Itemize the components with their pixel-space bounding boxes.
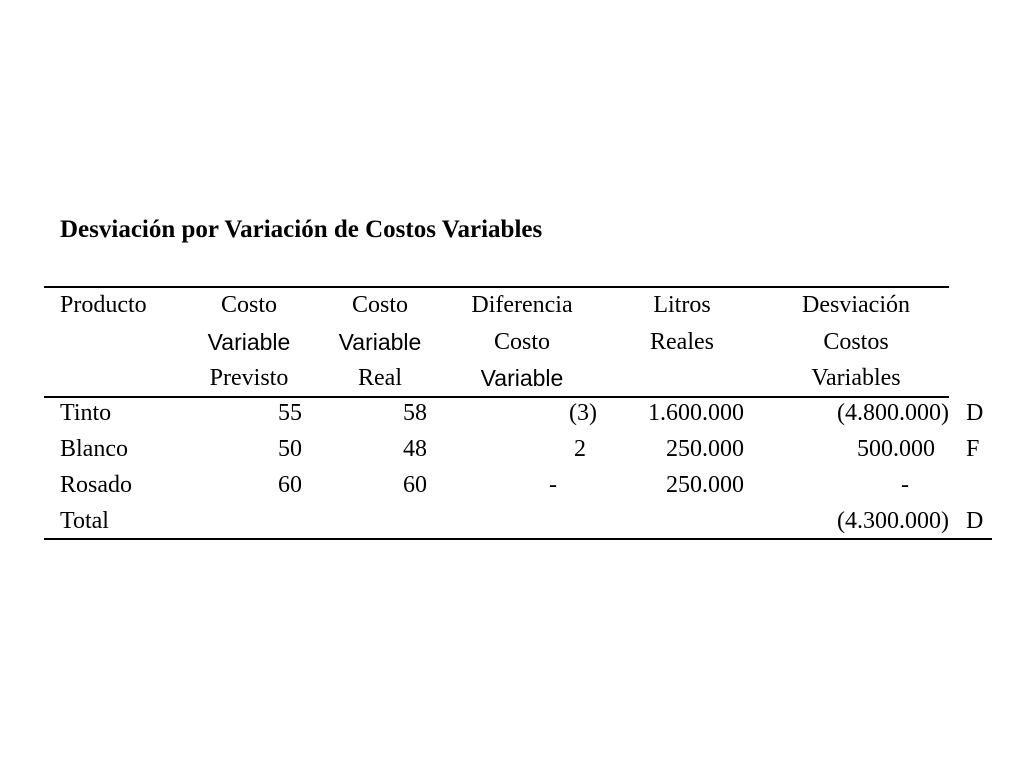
- cell-desviacion: (4.300.000): [837, 508, 949, 534]
- header-litros-line1: Litros: [653, 292, 711, 318]
- header-litros-line2: Reales: [650, 329, 714, 355]
- table-title: Desviación por Variación de Costos Variables: [60, 216, 543, 243]
- cell-diferencia: -: [549, 472, 557, 498]
- header-desviacion-line2: Costos: [823, 329, 889, 355]
- cell-desviacion: -: [901, 472, 909, 498]
- cell-previsto: 50: [278, 436, 302, 462]
- cell-desviacion: 500.000: [857, 436, 935, 462]
- header-desviacion-line1: Desviación: [802, 292, 910, 318]
- cell-diferencia: 2: [574, 436, 586, 462]
- cell-real: 60: [403, 472, 427, 498]
- header-previsto-line2: Variable: [207, 329, 291, 355]
- header-diferencia-line3: Variable: [480, 365, 564, 391]
- header-previsto-line3: Previsto: [209, 365, 289, 391]
- cell-producto: Tinto: [60, 400, 112, 426]
- cell-diferencia: (3): [569, 400, 597, 426]
- cell-desviacion: (4.800.000): [837, 400, 949, 426]
- cell-litros: 250.000: [666, 436, 744, 462]
- cell-producto: Total: [60, 508, 109, 534]
- header-desviacion-line3: Variables: [811, 365, 901, 391]
- cell-producto: Rosado: [60, 472, 132, 498]
- header-previsto-line1: Costo: [220, 292, 277, 318]
- cell-real: 58: [403, 400, 427, 426]
- header-diferencia-line1: Diferencia: [471, 292, 573, 318]
- cell-flag: F: [966, 436, 980, 462]
- header-real-line2: Variable: [338, 329, 422, 355]
- cell-litros: 250.000: [666, 472, 744, 498]
- header-real-line3: Real: [358, 365, 402, 391]
- cell-producto: Blanco: [60, 436, 128, 462]
- cell-litros: 1.600.000: [648, 400, 744, 426]
- cell-previsto: 60: [278, 472, 302, 498]
- table-bottom-rule: [44, 538, 992, 540]
- header-real-line1: Costo: [351, 292, 408, 318]
- header-diferencia-line2: Costo: [493, 329, 550, 355]
- header-producto: Producto: [60, 292, 147, 318]
- cell-previsto: 55: [278, 400, 302, 426]
- cell-flag: D: [966, 400, 984, 426]
- cell-flag: D: [966, 508, 984, 534]
- cell-real: 48: [403, 436, 427, 462]
